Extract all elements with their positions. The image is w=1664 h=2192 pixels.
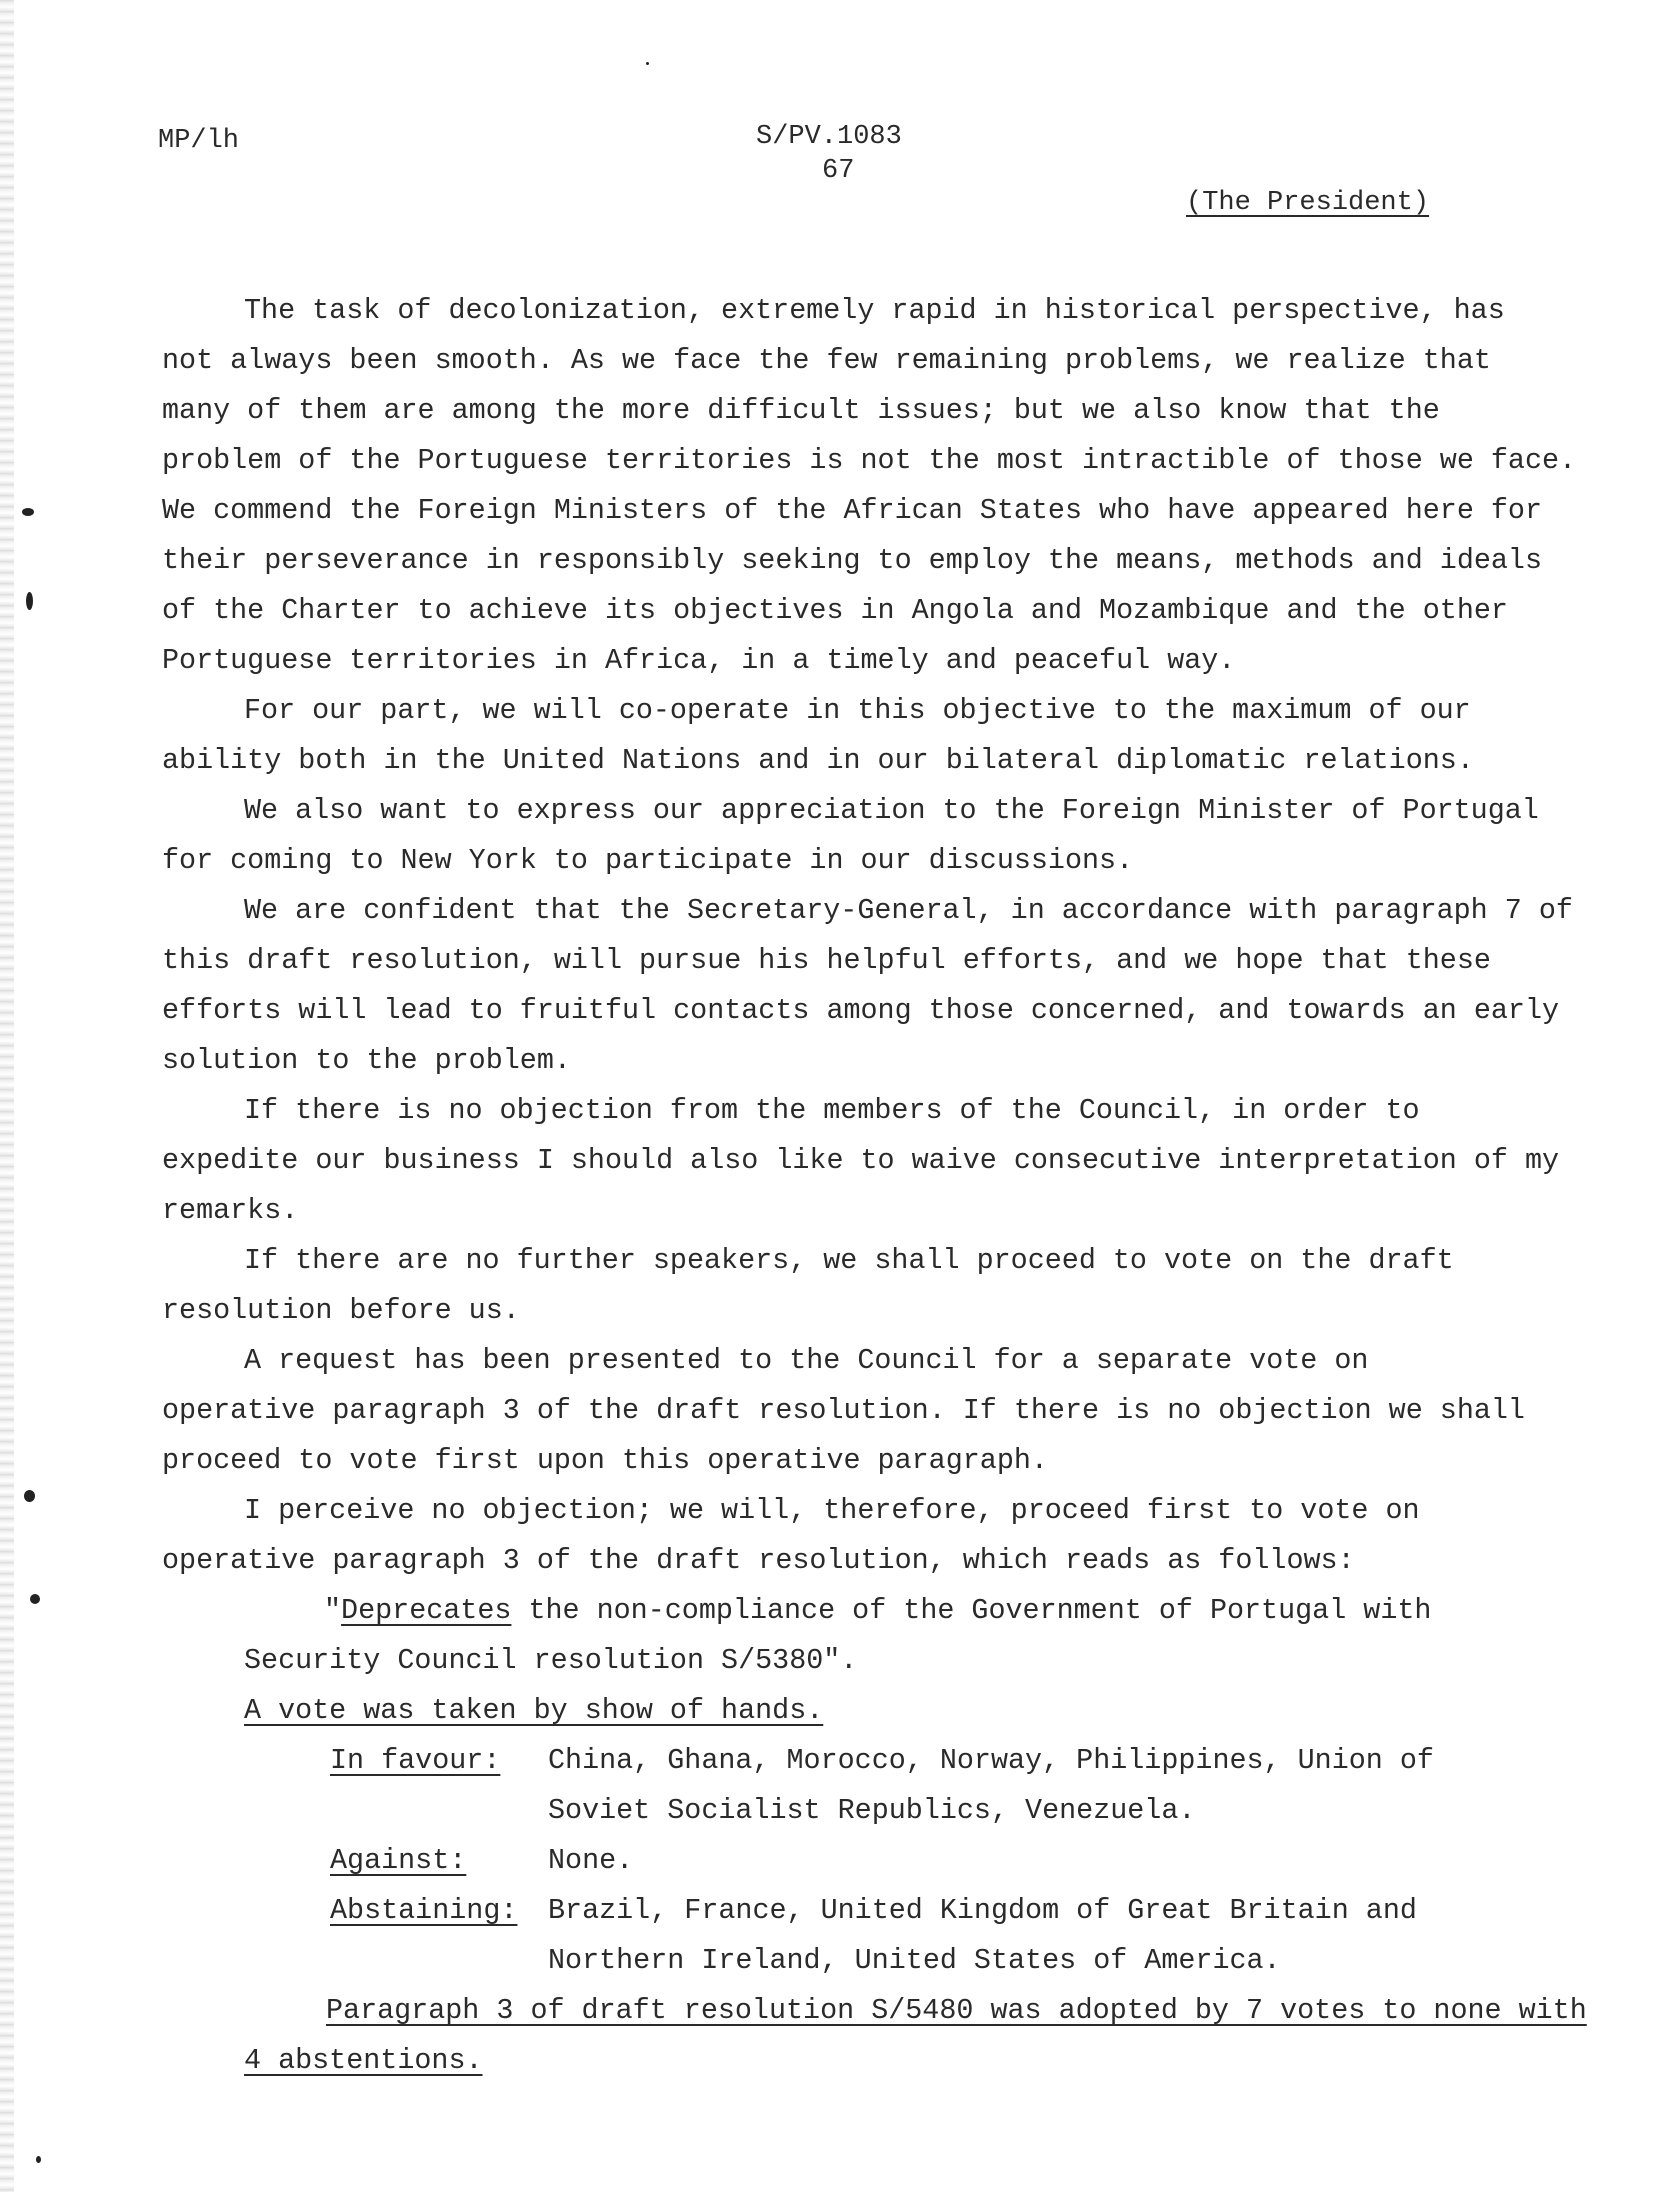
scan-speck bbox=[26, 592, 33, 610]
against-label: Against: bbox=[330, 1844, 467, 1877]
text-line: If there is no objection from the members of the Council, in order to bbox=[244, 1094, 1420, 1127]
text-line: operative paragraph 3 of the draft resolution. If there is no objection we shall bbox=[162, 1394, 1525, 1427]
text-line: expedite our business I should also like to waive consecutive interpretation of my bbox=[162, 1144, 1560, 1177]
result-text: 4 abstentions. bbox=[244, 2044, 483, 2077]
scan-speck bbox=[24, 1490, 35, 1502]
document-symbol: S/PV.1083 bbox=[756, 122, 902, 152]
paragraph bbox=[162, 786, 1552, 886]
speaker-label: (The President) bbox=[1186, 188, 1430, 218]
vote-heading-text: A vote was taken by show of hands. bbox=[244, 1694, 824, 1727]
speech-body bbox=[162, 286, 1587, 2086]
text-line: solution to the problem. bbox=[162, 1044, 571, 1077]
paragraph bbox=[162, 1086, 1560, 1236]
vote-heading bbox=[162, 1686, 1552, 1736]
result-line bbox=[162, 2036, 1552, 2086]
text-line: A request has been presented to the Council for a separate vote on bbox=[244, 1344, 1369, 1377]
text-line: I perceive no objection; we will, therefore, proceed first to vote on bbox=[244, 1494, 1420, 1527]
text-line: problem of the Portuguese territories is not the most intractible of those we face. bbox=[162, 444, 1577, 477]
scan-speck bbox=[646, 62, 649, 65]
paragraph bbox=[162, 286, 1577, 686]
result-line bbox=[162, 1986, 1587, 2036]
result-text: Paragraph 3 of draft resolution S/5480 was adopted by 7 votes to none with bbox=[326, 1994, 1587, 2027]
quote-text: the non-compliance of the Government of Portugal with bbox=[511, 1594, 1432, 1627]
text-line: many of them are among the more difficult issues; but we also know that the bbox=[162, 394, 1440, 427]
country-list-line: Brazil, France, United Kingdom of Great Britain and bbox=[548, 1894, 1417, 1927]
scan-speck bbox=[30, 1594, 40, 1604]
text-line: for coming to New York to participate in our discussions. bbox=[162, 844, 1134, 877]
vote-label bbox=[330, 1886, 548, 1986]
quoted-paragraph bbox=[162, 1586, 1552, 1636]
quote-text-line: Security Council resolution S/5380". bbox=[244, 1644, 858, 1677]
text-line: We are confident that the Secretary-General, in accordance with paragraph 7 of bbox=[244, 894, 1573, 927]
text-line: operative paragraph 3 of the draft resolution, which reads as follows: bbox=[162, 1544, 1355, 1577]
paragraph bbox=[162, 686, 1552, 786]
vote-against bbox=[162, 1836, 1552, 1886]
text-line: proceed to vote first upon this operative paragraph. bbox=[162, 1444, 1048, 1477]
paragraph bbox=[162, 1486, 1552, 1586]
text-line: We also want to express our appreciation to the Foreign Minister of Portugal bbox=[244, 794, 1539, 827]
text-line: For our part, we will co-operate in this objective to the maximum of our bbox=[244, 694, 1471, 727]
country-list-line: Northern Ireland, United States of America. bbox=[548, 1944, 1281, 1977]
text-line: The task of decolonization, extremely rapid in historical perspective, has bbox=[244, 294, 1505, 327]
text-line: Portuguese territories in Africa, in a timely and peaceful way. bbox=[162, 644, 1236, 677]
scan-edge-artifact bbox=[0, 0, 14, 2192]
vote-abstaining bbox=[162, 1886, 1552, 1986]
in-favour-label: In favour: bbox=[330, 1744, 501, 1777]
vote-value: None. bbox=[548, 1844, 634, 1877]
paragraph bbox=[162, 1336, 1552, 1486]
text-line: this draft resolution, will pursue his helpful efforts, and we hope that these bbox=[162, 944, 1491, 977]
text-line: We commend the Foreign Ministers of the African States who have appeared here for bbox=[162, 494, 1543, 527]
text-line: If there are no further speakers, we shall proceed to vote on the draft bbox=[244, 1244, 1454, 1277]
paragraph bbox=[162, 1236, 1552, 1336]
scan-speck bbox=[36, 2156, 41, 2163]
text-line: not always been smooth. As we face the few remaining problems, we realize that bbox=[162, 344, 1491, 377]
text-line: of the Charter to achieve its objectives in Angola and Mozambique and the other bbox=[162, 594, 1508, 627]
vote-label bbox=[330, 1836, 548, 1886]
vote-in-favour bbox=[162, 1736, 1552, 1836]
text-line: resolution before us. bbox=[162, 1294, 520, 1327]
vote-label bbox=[330, 1736, 548, 1836]
country-list-line: China, Ghana, Morocco, Norway, Philippines, Union of bbox=[548, 1744, 1434, 1777]
paragraph bbox=[162, 886, 1573, 1086]
scan-speck bbox=[22, 508, 34, 516]
vote-value bbox=[548, 1886, 1417, 1986]
text-line: remarks. bbox=[162, 1194, 299, 1227]
quote-keyword: Deprecates bbox=[341, 1594, 512, 1627]
vote-value bbox=[548, 1736, 1434, 1836]
page-number: 67 bbox=[822, 156, 855, 186]
abstaining-label: Abstaining: bbox=[330, 1894, 518, 1927]
text-line: ability both in the United Nations and in our bilateral diplomatic relations. bbox=[162, 744, 1474, 777]
text-line: their perseverance in responsibly seeking to employ the means, methods and ideals bbox=[162, 544, 1543, 577]
text-line: efforts will lead to fruitful contacts among those concerned, and towards an early bbox=[162, 994, 1560, 1027]
vote-result bbox=[162, 1986, 1587, 2086]
country-list-line: Soviet Socialist Republics, Venezuela. bbox=[548, 1794, 1196, 1827]
document-code: MP/lh bbox=[158, 126, 240, 156]
open-quote: " bbox=[324, 1594, 342, 1627]
